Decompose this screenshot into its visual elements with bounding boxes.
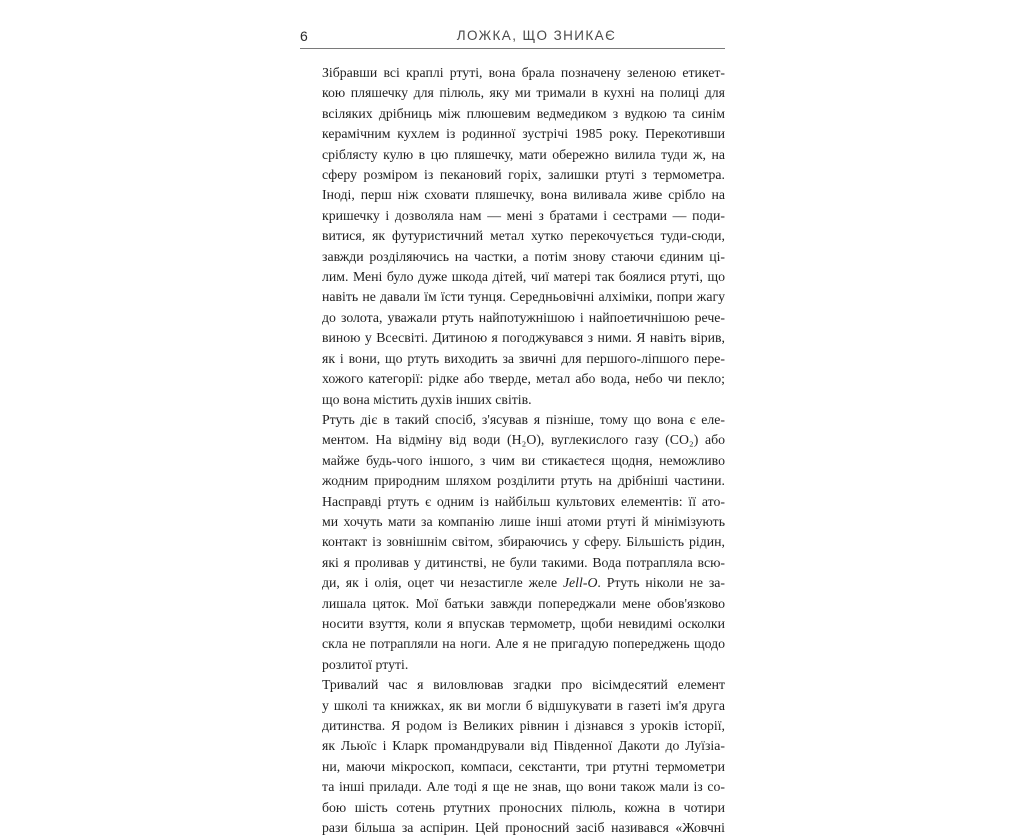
text-line: Насправді ртуть є одним із найбільш культових елементів: її ато- <box>322 493 725 509</box>
text-line: виною у Всесвіті. Дитиною я погоджувався з ними. Я навіть вірив, <box>322 330 725 346</box>
text-line: лим. Мені було дуже шкода дітей, чиї матері так боялися ртуті, що <box>322 269 725 285</box>
text-line: сферу розміром із пекановий горіх, залишки ртуті з термометра. <box>322 167 725 183</box>
text-line: завжди розділяючись на частки, а потім знову стаючи єдиним ці- <box>322 248 725 264</box>
text-line: Тривалий час я виловлював згадки про вісімдесятий елемент <box>322 677 725 693</box>
text-line: ни, маючи мікроскоп, компаси, секстанти, три ртутні термометри <box>322 758 725 774</box>
text-line: носити взуття, коли я впускав термометр, щоби невидимі осколки <box>322 615 725 631</box>
text-line: майже будь-чого іншого, з чим ви стикаєтеся щодня, неможливо <box>322 452 725 468</box>
text-line: які я проливав у дитинстві, не були такими. Вода потрапляла всю- <box>322 554 725 570</box>
text-line: керамічним кухлем із родинної зустрічі 1985 року. Перекотивши <box>322 126 725 142</box>
text-line: Зібравши всі краплі ртуті, вона брала позначену зеленою етикет- <box>322 65 725 80</box>
text-line: ди, як і олія, оцет чи незастигле желе Jell-O. Ртуть ніколи не за- <box>322 575 725 591</box>
text-line: контакт із зовнішнім світом, збираючись у сферу. Більшість рідин, <box>322 534 725 550</box>
text-line: ментом. На відміну від води (H₂O), вуглекислого газу (CO₂) або <box>322 432 725 448</box>
paragraph-3 <box>300 675 725 838</box>
text-line: жодним природним шляхом розділити ртуть на дрібніші частини. <box>322 473 725 489</box>
text-line: дитинства. Я родом із Великих рівнин і дізнався з уроків історії, <box>322 718 725 733</box>
brand-name-italic: Jell-O <box>562 575 598 591</box>
text-line: ми хочуть мати за компанію лише інші атоми ртуті й мінімізують <box>322 513 725 529</box>
text-line: як і вони, що ртуть виходить за звичні для першого-ліпшого пере- <box>322 350 725 366</box>
text-line: Іноді, перш ніж сховати пляшечку, вона виливала живе срібло на <box>322 187 725 203</box>
text-line: скла не потрапляли на ноги. Але я не пригадую попереджень щодо <box>322 636 725 652</box>
text-line: бою шість сотень ртутних проносних пілюль, кожна в чотири <box>322 799 725 815</box>
text-line: та інші прилади. Але тоді я ще не знав, що вони також мали із со- <box>322 779 725 795</box>
text-line: як Льюїс і Кларк промандрували від Південної Дакоти до Луїзіа- <box>322 738 725 754</box>
text-line: витися, як футуристичний метал хутко перекочується туди-сюди, <box>322 228 725 244</box>
book-title: ЛОЖКА, ЩО ЗНИКАЄ <box>456 28 617 43</box>
page-number: 6 <box>300 28 309 44</box>
text-line: кришечку і дозволяла нам — мені з братами і сестрами — поди- <box>322 207 725 223</box>
text-line: сріблясту кулю в цю пляшечку, мати обережно вилила туди ж, на <box>322 146 725 162</box>
text-line: у школі та книжках, як ви могли б відшукувати в газеті ім'я друга <box>322 697 725 713</box>
text-line: хожого категорії: рідке або тверде, метал або вода, небо чи пекло; <box>322 371 725 387</box>
book-page <box>300 22 725 836</box>
text-line: рази більша за аспірин. Цей проносний засіб називався «Жовчні <box>322 820 725 836</box>
text-line: кою пляшечку для пілюль, яку ми тримали в кухні на полиці для <box>322 85 725 101</box>
text-line: до золота, уважали ртуть найпотужнішою і найпоетичнішою рече- <box>322 309 725 325</box>
text-line: лишала цяток. Мої батьки завжди попереджали мене обов'язково <box>322 595 725 611</box>
paragraph-2 <box>300 410 725 675</box>
text-line: що вона містить духів інших світів. <box>322 391 532 407</box>
paragraph-1 <box>300 63 725 410</box>
running-head <box>300 22 725 49</box>
text-line: розлитої ртуті. <box>322 656 409 672</box>
text-line: навіть не давали їм їсти тунця. Середньовічні алхіміки, попри жагу <box>322 289 725 305</box>
text-line: всіляких дрібниць між плюшевим ведмедиком з вудкою та синім <box>322 105 725 121</box>
text-body <box>300 63 725 838</box>
text-line: Ртуть діє в такий спосіб, з'ясував я пізніше, тому що вона є еле- <box>322 411 725 427</box>
